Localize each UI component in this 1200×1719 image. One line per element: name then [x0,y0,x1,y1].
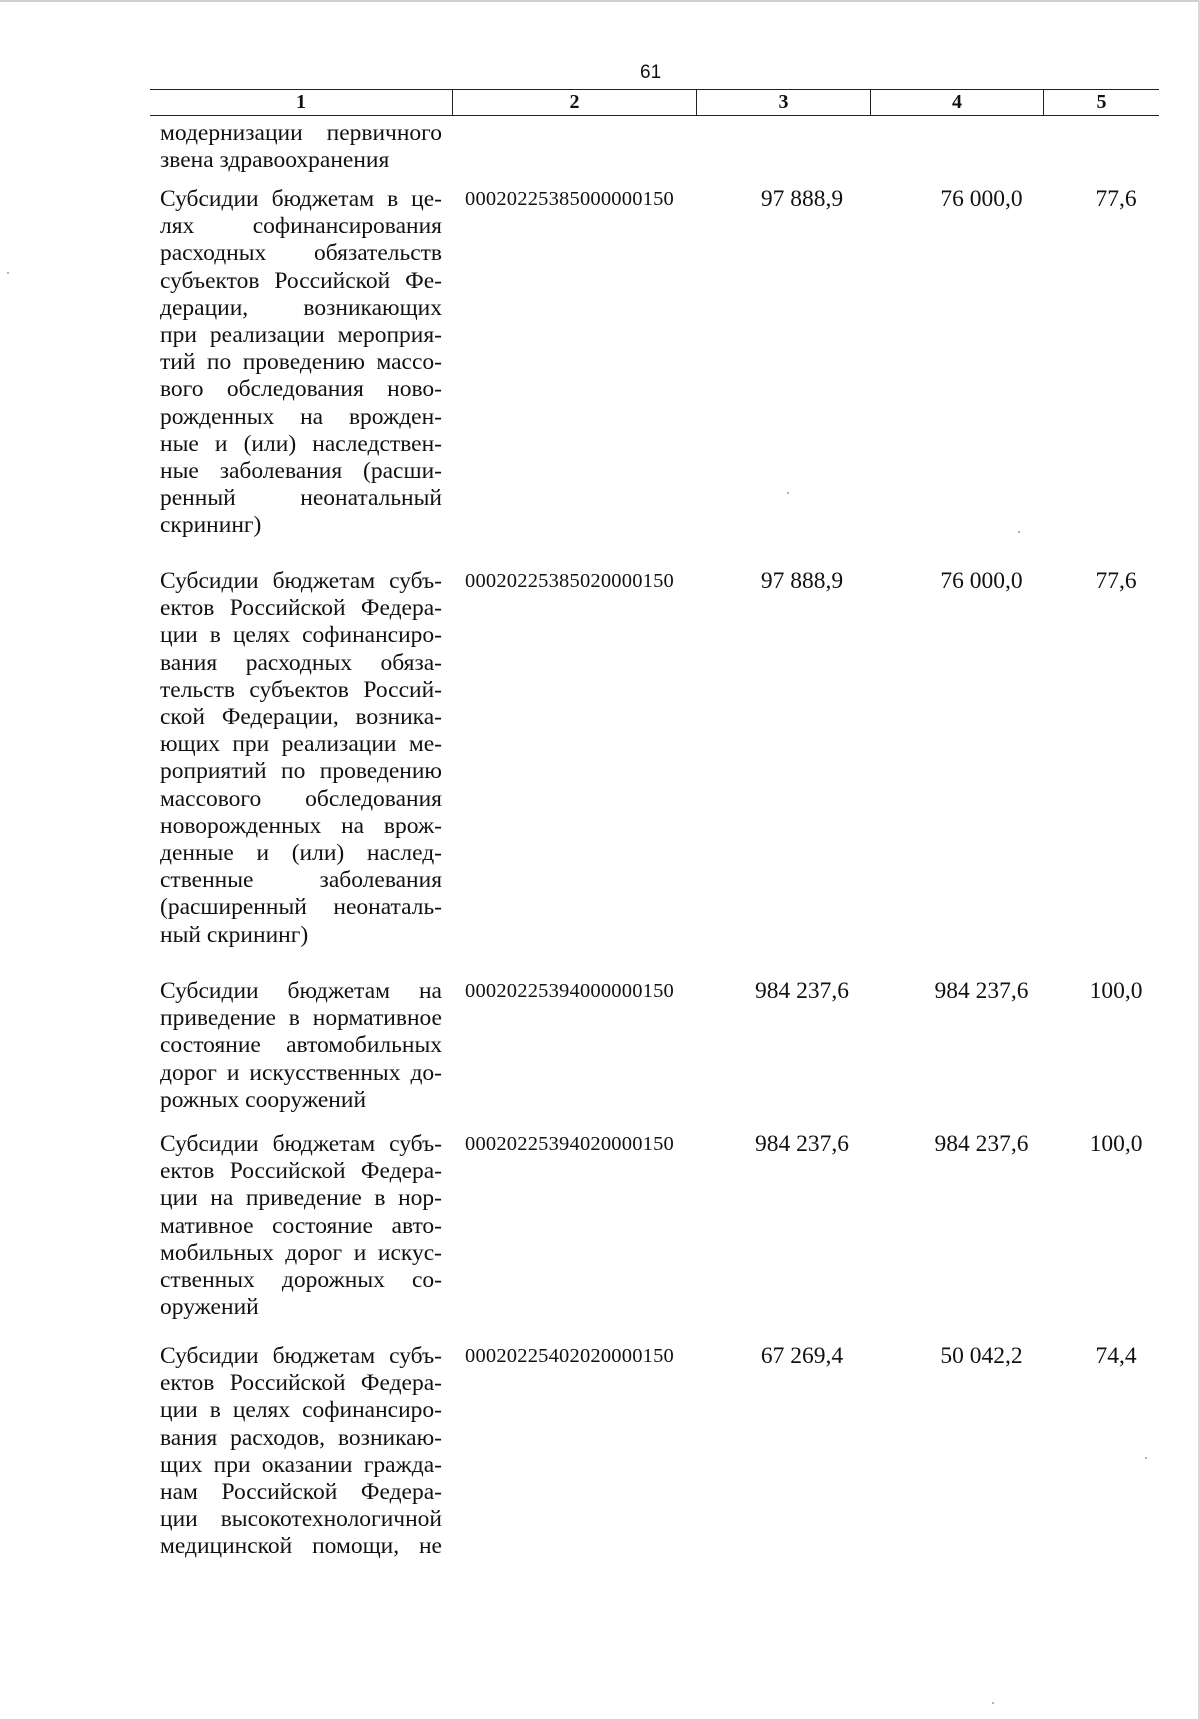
row-code: 00020225402020000150 [465,1345,674,1367]
row-description: Субсидии бюджетам субъ- ектов Российской Федера- ции в целях софинансиро- вания расходов, возникаю- щих при оказании гражда- нам Российской Федера- ции высокотехнологичной медицинской помощи, не [160,1343,442,1560]
scan-speck [7,272,9,274]
row-value-4: 50 042,2 [940,1343,1023,1369]
column-header-1: 1 [296,91,306,113]
row-value-5: 74,4 [1095,1343,1137,1369]
scan-speck [1145,1457,1147,1459]
table-body [160,120,1160,1573]
row-value-5: 100,0 [1089,978,1143,1004]
row-code: 00020225385000000150 [465,188,674,210]
table-row [160,186,1160,568]
row-code: 00020225394000000150 [465,980,674,1002]
table-header [150,89,1159,116]
row-value-4: 76 000,0 [940,568,1023,594]
table-row [160,1343,1160,1573]
column-header-5: 5 [1043,90,1159,115]
row-value-3: 984 237,6 [755,978,849,1004]
row-code: 00020225394020000150 [465,1133,674,1155]
row-description: Субсидии бюджетам субъ- ектов Российской Федера- ции в целях софинансиро- вания расходных обяза- тельств субъектов Россий- ской Федерации, возника- ющих при реализации ме- роприятий по проведению массового обследования новорожденных на врож- денные и (или) наслед- ственные заболевания (расширенный неонаталь- ный скрининг) [160,568,442,948]
column-header-2: 2 [452,90,696,115]
row-value-5: 77,6 [1095,568,1137,594]
row-value-5: 100,0 [1089,1131,1143,1157]
row-value-3: 984 237,6 [755,1131,849,1157]
scan-edge-top [0,0,1200,2]
row-value-4: 984 237,6 [934,978,1029,1004]
column-header-4: 4 [870,90,1043,115]
row-code: 00020225385020000150 [465,570,674,592]
row-value-3: 97 888,9 [760,568,844,594]
scan-speck [992,1702,994,1704]
row-description: Субсидии бюджетам на приведение в нормативное состояние автомобильных дорог и искусственных до- рожных сооружений [160,978,442,1113]
row-value-3: 67 269,4 [760,1343,844,1369]
table-row [160,1131,1160,1343]
column-header-3: 3 [696,90,870,115]
scan-speck [1018,531,1020,533]
row-value-4: 984 237,6 [934,1131,1029,1157]
row-description: Субсидии бюджетам субъ- ектов Российской Федера- ции на приведение в нор- мативное состояние авто- мобильных дорог и искус- ственных дорожных со- оружений [160,1131,442,1321]
table-row-continuation [160,120,1160,176]
scan-speck [787,492,789,494]
table-row [160,978,1160,1131]
row-value-4: 76 000,0 [940,186,1023,212]
row-value-3: 97 888,9 [760,186,844,212]
table-row [160,568,1160,978]
row-description: Субсидии бюджетам в це- лях софинансирования расходных обязательств субъектов Российской Фе- дерации, возникающих при реализации мероприя- тий по проведению массо- вого обследования ново- рожденных на врожден- ные и (или) наследствен- ные заболевания (расши- ренный неонатальный скрининг) [160,186,442,539]
row-value-5: 77,6 [1095,186,1137,212]
row-description: модернизации первичного звена здравоохранения [160,120,442,174]
